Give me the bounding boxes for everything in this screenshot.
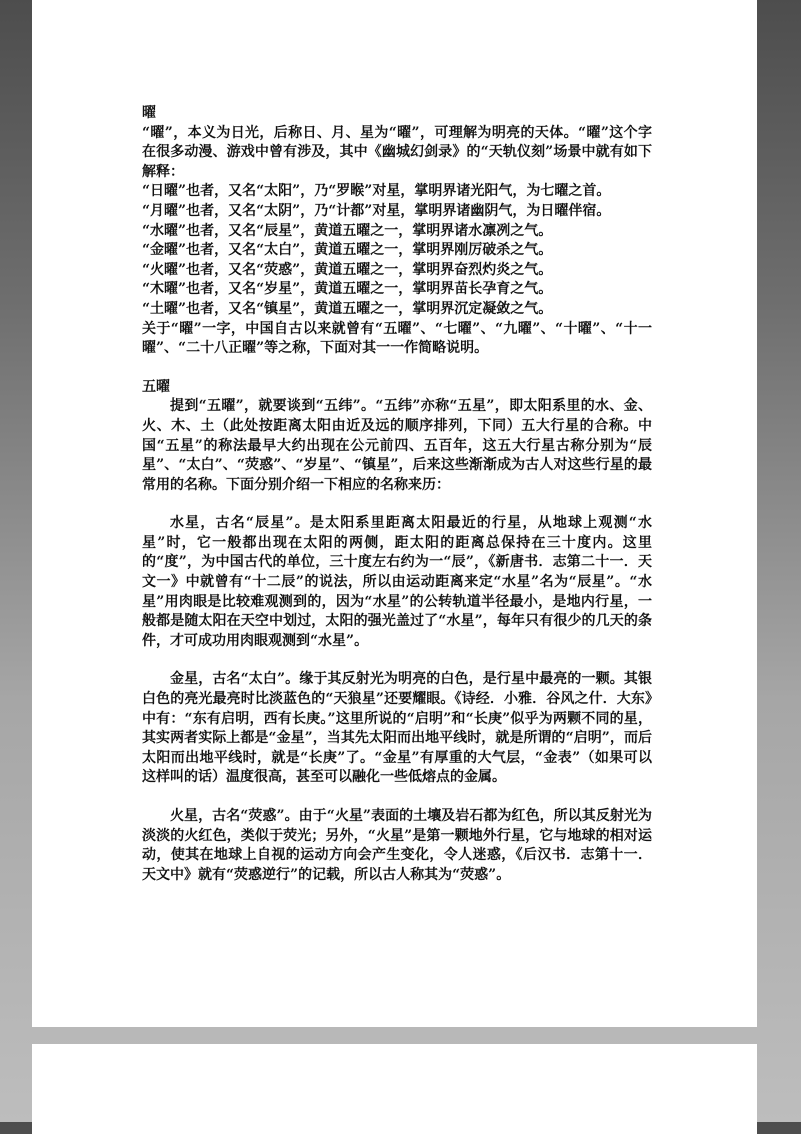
entry-mu-yao: “木曜”也者，又名“岁星”，黄道五曜之一，掌明界苗长孕育之气。 — [142, 281, 553, 298]
entry-huo-yao: “火曜”也者，又名“荧惑”，黄道五曜之一，掌明界奋烈灼炎之气。 — [142, 261, 553, 278]
next-document-page — [32, 1044, 757, 1134]
entry-ri-yao: “日曜”也者，又名“太阳”，乃“罗睺”对星，掌明界诸光阳气，为七曜之首。 — [142, 183, 611, 200]
entry-shui-yao: “水曜”也者，又名“辰星”，黄道五曜之一，掌明界诸水凛冽之气。 — [142, 222, 553, 239]
document-page — [32, 0, 757, 1027]
paragraph-venus: 金星，古名“太白”。缘于其反射光为明亮的白色，是行星中最亮的一颗。其银白色的亮光最亮时比淡蓝色的“天狼星”还要耀眼。《诗经．小雅．谷风之什．大东》中有：“东有启明，西有长庚。”这里所说的“启明”和“长庚”似乎为两颗不同的星，其实两者实际上都是“金星”，当其先太阳而出地平线时，就是所谓的“启明”，而后太阳而出地平线时，就是“长庚”了。“金星”有厚重的大气层，“金表”（如果可以这样叫的话）温度很高，甚至可以融化一些低熔点的金属。 — [142, 671, 652, 786]
intro-paragraph: “曜”，本义为日光，后称日、月、星为“曜”，可理解为明亮的天体。“曜”这个字在很多动漫、游戏中曾有涉及，其中《幽城幻剑录》的“天轨仪刻”场景中就有如下解释： — [142, 124, 652, 180]
entry-tu-yao: “土曜”也者，又名“镇星”，黄道五曜之一，掌明界沉定凝敛之气。 — [142, 300, 553, 317]
entry-yue-yao: “月曜”也者，又名“太阴”，乃“计都”对星，掌明界诸幽阴气，为日曜伴宿。 — [142, 202, 611, 219]
paragraph-wu-wei: 提到“五曜”，就要谈到“五纬”。“五纬”亦称“五星”，即太阳系里的水、金、火、木、土（此处按距离太阳由近及远的顺序排列，下同）五大行星的合称。中国“五星”的称法最早大约出现在公元前四、五百年，这五大行星古称分别为“辰星”、“太白”、“荧惑”、“岁星”、“镇星”，后来这些渐渐成为古人对这些行星的最常用的名称。下面分别介绍一下相应的名称来历： — [142, 398, 652, 493]
section-heading-wu-yao: 五曜 — [142, 378, 170, 395]
entry-jin-yao: “金曜”也者，又名“太白”，黄道五曜之一，掌明界刚厉破杀之气。 — [142, 242, 553, 259]
section-heading-yao: 曜 — [142, 105, 156, 121]
paragraph-mars: 火星，古名“荧惑”。由于“火星”表面的土壤及岩石都为红色，所以其反射光为淡淡的火红色，类似于荧光；另外，“火星”是第一颗地外行星，它与地球的相对运动，使其在地球上自视的运动方向会产生变化，令人迷惑，《后汉书．志第十一．天文中》就有“荧惑逆行”的记载，所以古人称其为“荧惑”。 — [142, 808, 652, 883]
closing-paragraph: 关于“曜”一字，中国自古以来就曾有“五曜”、“七曜”、“九曜”、“十曜”、“十一曜”、“二十八正曜”等之称，下面对其一一作简略说明。 — [142, 320, 652, 357]
paragraph-mercury: 水星，古名“辰星”。是太阳系里距离太阳最近的行星，从地球上观测“水星”时，它一般都出现在太阳的两侧，距太阳的距离总保持在三十度内。这里的“度”，为中国古代的单位，三十度左右约为一“辰”，《新唐书．志第二十一．天文一》中就曾有“十二辰”的说法，所以由运动距离来定“水星”名为“辰星”。“水星”用肉眼是比较难观测到的，因为“水星”的公转轨道半径最小，是地内行星，一般都是随太阳在天空中划过，太阳的强光盖过了“水星”，每年只有很少的几天的条件，才可成功用肉眼观测到“水星”。 — [142, 515, 652, 649]
page-content — [142, 104, 652, 885]
